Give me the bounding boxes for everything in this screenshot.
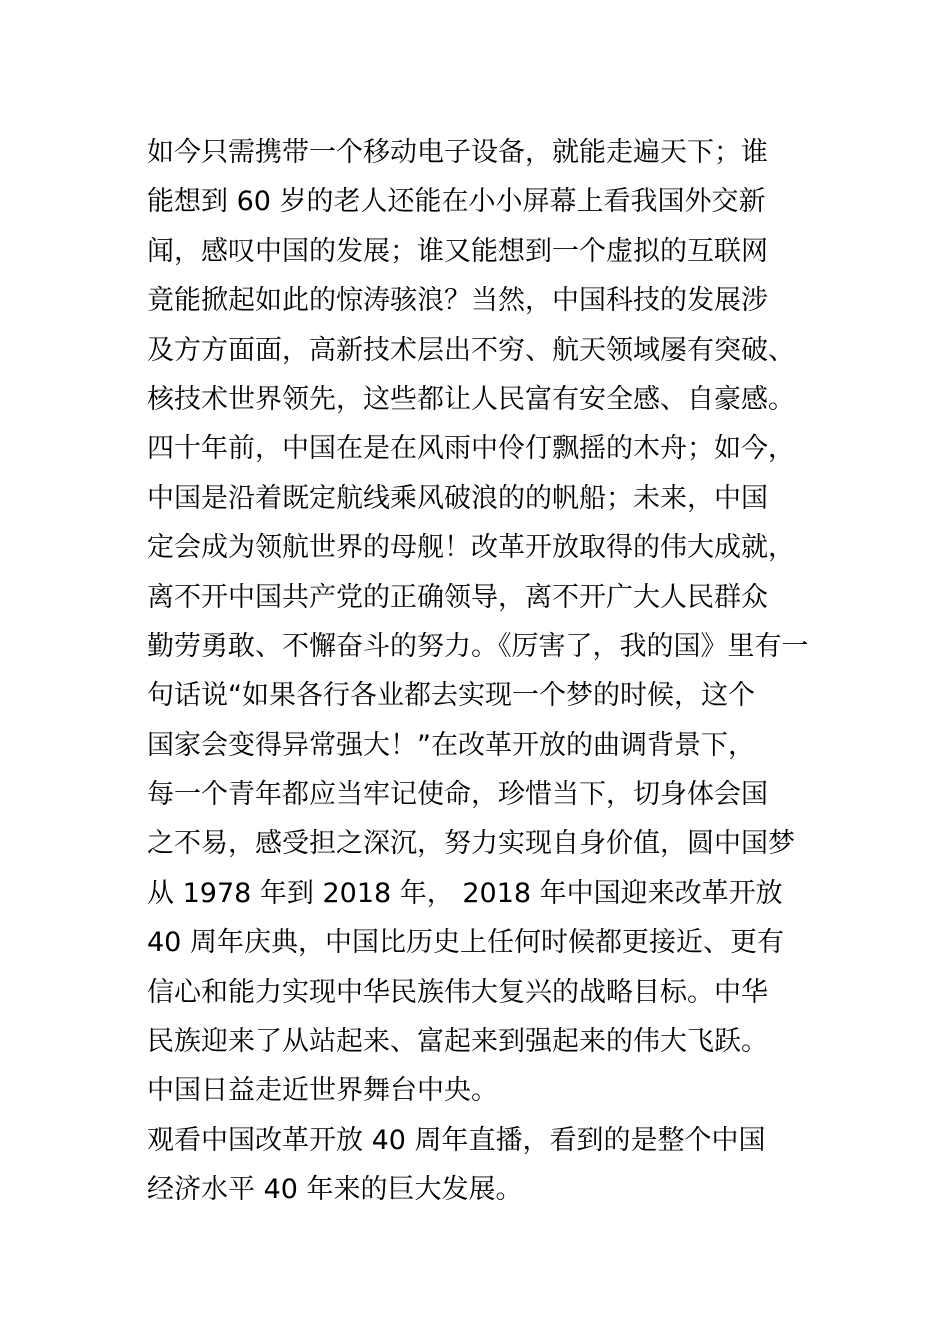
text-line: 国家会变得异常强大！”在改革开放的曲调背景下， xyxy=(147,729,755,761)
text-line: 及方方面面，高新技术层出不穷、航天领域屡有突破、 xyxy=(147,334,795,366)
text-line: 中国是沿着既定航线乘风破浪的的帆船；未来，中国 xyxy=(147,482,768,514)
text-line: 能想到 60 岁的老人还能在小小屏幕上看我国外交新 xyxy=(147,186,766,218)
text-line: 40 周年庆典，中国比历史上任何时候都更接近、更有 xyxy=(147,927,784,959)
text-line: 民族迎来了从站起来、富起来到强起来的伟大飞跃。 xyxy=(147,1026,768,1058)
text-line: 勤劳勇敢、不懈奋斗的努力。《厉害了，我的国》里有一 xyxy=(147,630,809,662)
body-text xyxy=(147,128,827,1215)
text-line: 经济水平 40 年来的巨大发展。 xyxy=(147,1174,523,1206)
text-line: 竟能掀起如此的惊涛骇浪？当然，中国科技的发展涉 xyxy=(147,285,768,317)
text-line: 信心和能力实现中华民族伟大复兴的战略目标。中华 xyxy=(147,976,768,1008)
text-line: 离不开中国共产党的正确领导，离不开广大人民群众 xyxy=(147,581,768,613)
text-line: 之不易，感受担之深沉，努力实现自身价值，圆中国梦 xyxy=(147,828,795,860)
text-line: 如今只需携带一个移动电子设备，就能走遍天下；谁 xyxy=(147,137,768,168)
text-line: 句话说“如果各行各业都去实现一个梦的时候，这个 xyxy=(147,680,755,712)
text-line: 从 1978 年到 2018 年， 2018 年中国迎来改革开放 xyxy=(147,877,783,909)
text-line: 闻，感叹中国的发展；谁又能想到一个虚拟的互联网 xyxy=(147,235,768,267)
text-line: 观看中国改革开放 40 周年直播，看到的是整个中国 xyxy=(147,1124,766,1156)
text-line: 中国日益走近世界舞台中央。 xyxy=(147,1075,498,1107)
text-line: 每一个青年都应当牢记使命，珍惜当下，切身体会国 xyxy=(147,779,768,811)
text-line: 定会成为领航世界的母舰！改革开放取得的伟大成就， xyxy=(147,532,795,564)
text-line: 四十年前，中国在是在风雨中伶仃飘摇的木舟；如今， xyxy=(147,433,795,465)
text-line: 核技术世界领先，这些都让人民富有安全感、自豪感。 xyxy=(147,383,795,415)
